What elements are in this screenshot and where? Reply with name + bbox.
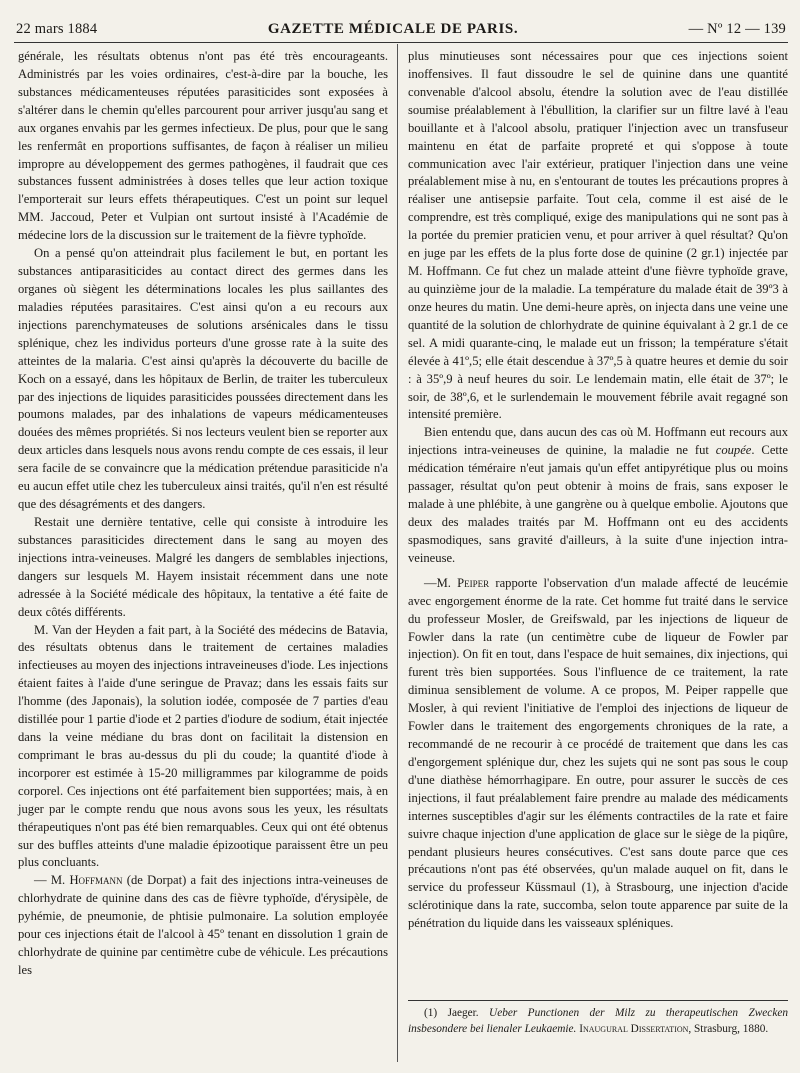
footnote-lead: (1) Jaeger. <box>424 1007 490 1019</box>
paragraph-hoffmann <box>18 872 388 980</box>
author-name: Peiper <box>457 575 490 590</box>
left-column <box>18 48 388 980</box>
paragraph: On a pensé qu'on atteindrait plus facilement le but, en portant les substances antiparasiticides au contact direct des germes dans les organes où siègent les déterminations locales les plus saillantes des maladies réputées parasitaires. C'est ainsi qu'on a eu recours aux injections parenchymateuses de solutions arsénicales dans le tissu splénique, chez les individus porteurs d'une grosse rate à la suite des atteintes de la malaria. C'est ainsi qu'après la découverte du bacille de Koch on a essayé, dans les hôpitaux de Berlin, de traiter les tuberculeux par des injections de liquides parasiticides poussées directement dans les poumons malades, par des inhalations de vapeurs médicamenteuses douées des mêmes propriétés. Si nos lecteurs veulent bien se reporter aux deux articles dans lesquels nous avons rendu compte de ces essais, il leur sera facile de se convaincre que la médication prétendue parasiticide n'a eu aucun effet utile chez les tuberculeux ainsi traités, qu'il n'en est résulté que des désagréments et des dangers. <box>18 246 389 512</box>
paragraph-lead: —M. <box>424 575 458 590</box>
journal-title: GAZETTE MÉDICALE DE PARIS. <box>267 21 519 37</box>
footnote-title: Ueber Punctionen der Milz zu therapeutischen Zwecken insbesondere bei lienaler Leukaemie. <box>408 1007 788 1035</box>
header-issue-page: — Nº 12 — 139 <box>688 21 786 37</box>
paragraph: plus minutieuses sont nécessaires pour que ces injections soient inoffensives. Il faut dissoudre le sel de quinine dans une quantité convenable d'alcool absolu, étendre la solution avec de l'eau distillée soumise préalablement à l'ébullition, la clarifier sur un filtre lavé à l'eau bouillante et à l'alcool absolu, pratiquer l'injection avec un transfuseur maintenu en état de parfaite propreté et qui s'oppose à toute communication avec l'air extérieur, pratiquer l'injection dans une veine préalablement mise à nu, en s'entourant de toutes les précautions propres à réaliser une antisepsie parfaite. Tout cela, comme il est aisé de le comprendre, est très compliqué, exige des manipulations qui ne sont pas à la portée du premier praticien venu, et pour arriver à quel résultat? Qu'on en juge par les effets de la plus forte dose de quinine (2 gr.1) injectée par M. Hoffmann. Ce fut chez un malade atteint d'une fièvre typhoïde grave, au quinzième jour de la maladie. La température du malade était de 39º3 à onze heures du matin. Une demi-heure après, on injecta dans une veine une quantité de la solution de chlorhydrate de quinine équivalant à 2 gr.1 de ce sel. A midi quarante-cinq, le malade eut un frisson; la température s'était élevée à 41º,5; elle était descendue à 37º,5 à quatre heures et demie du soir : à 35º,9 à neuf heures du soir. Le lendemain matin, elle était de 37º; le soir, de 38º,6, et le surlendemain le mouvement fébrile avait regagné son intensité première. <box>408 49 788 422</box>
footnote-rule <box>408 1000 788 1001</box>
author-name: Hoffmann <box>69 873 123 888</box>
paragraph-peiper <box>408 575 788 933</box>
page-header <box>16 4 786 38</box>
paragraph-text: Bien entendu que, dans aucun des cas où M. Hoffmann eut recours aux injections intra-veineuses de quinine, la maladie ne fut <box>408 425 788 458</box>
paragraph: Restait une dernière tentative, celle qui consiste à introduire les substances parasiticides directement dans le sang au moyen des injections intra-veineuses. Malgré les dangers de semblables injections, dangers sur lesquels M. Hayem insistait récemment dans une note adressée à la Société médicale des hôpitaux, la tentative a été faite de deux côtés différents. <box>18 514 388 619</box>
paragraph-text: rapporte l'observation d'un malade affecté de leucémie avec engorgement énorme de la rate. Cet homme fut traité dans le service du professeur Mosler, de Greifswald, par les injections de liqueur de Fowler dans la rate (un centimètre cube de liqueur de Fowler par injection). On fit en tout, dans l'espace de huit semaines, dix injections, qui furent très bien supportées. Sous l'influence de ce traitement, la rate diminua sensiblement de volume. A ce propos, M. Peiper rappelle que Mosler, à qui revient l'initiative de l'emploi des injections de liqueur de Fowler dans le traitement des engorgements chroniques de la rate, a recommandé de ne recourir à ce procédé de traitement que dans les cas d'engorgement splénique dur, chez les sujets qui ne sont pas sous le coup d'une diathèse hémorrhagipare. En outre, pour assurer le succès de ces injections, il faut préalablement faire prendre au malade des médicaments internes susceptibles d'agir sur les éléments contractiles de la rate et faire suivre chaque injection d'une application de glace sur le siège de la piqûre, pendant plusieurs heures consécutives. C'est sans doute parce que ces précautions n'ont pas été observées, qu'un malade auquel on fit, dans le service du professeur Küssmaul (1), à Strasbourg, une injection d'acide sclérotinique dans la rate, succomba, selon toute apparence par suite de la pénétration du liquide dans les vaisseaux spléniques. <box>408 575 788 931</box>
header-rule <box>14 42 788 43</box>
paragraph-lead: — M. <box>34 873 70 888</box>
emphasis-text: coupée <box>715 443 752 458</box>
header-date: 22 mars 1884 <box>16 21 98 37</box>
paragraph: M. Van der Heyden a fait part, à la Société des médecins de Batavia, des résultats obtenus dans le traitement de certaines maladies infectieuses au moyen des injections intraveineuses d'iode. Les injections étaient faites à l'aide d'une seringue de Pravaz; dans les essais faits sur l'homme (des Japonais), la solution iodée, composée de 7 parties d'eau distillée pour 1 partie d'iode et 2 parties d'iodure de sodium, était injectée dans la veine médiane du bras dont on facilitait la distension en comprimant le bras au-dessus du pli du coude; la quantité d'iode à incorporer est estimée à 15-20 milligrammes par kilogramme de poids corporel. Ces injections ont été parfaitement bien supportées; mais, à en juger par le compte rendu que nous avons sous les yeux, les résultats thérapeutiques n'ont pas été bien remarquables. Ceux qui ont été obtenus sur des buffles atteints d'une maladie épizootique paraissent être un peu plus concluants. <box>18 622 388 870</box>
footnote-tail: Strasburg, 1880. <box>691 1022 769 1035</box>
paragraph-text: . Cette médication téméraire n'eut jamais qu'un effet antipyrétique plus ou moins passager, résultat qu'on peut obtenir à moins de frais, sans exposer le malade à une phlébite, à une gangrène ou à quelque embolie. Ajoutons que deux des malades traités par M. Hoffmann ont eu des accidents spasmodiques, sans gravité d'ailleurs, à la suite d'une injection intra-veineuse. <box>408 443 788 565</box>
paragraph-text: (de Dorpat) a fait des injections intra-veineuses de chlorhydrate de quinine dans des cas de fièvre typhoïde, d'érysipèle, de pyhémie, de pneumonie, de phtisie pulmonaire. La solution employée pour ces injections était de l'alcool à 45º tenant en dissolution 1 grain de chlorhydrate de quinine par centimètre cube de véhicule. Les précautions les <box>18 873 388 978</box>
footnote-text <box>408 1006 788 1037</box>
paragraph <box>408 424 788 567</box>
footnote-sc: Inaugural Dissertation, <box>576 1022 692 1035</box>
paragraph: générale, les résultats obtenus n'ont pas été très encourageants. Administrés par les voies ordinaires, c'est-à-dire par la bouche, les substances médicamenteuses réputées parasiticides sont exposées à s'altérer dans le chemin qu'elles parcourent pour arriver jusqu'au sang et aux organes envahis par les germes infectieux. De plus, pour que le sang les renfermât en proportions suffisantes, de façon à réaliser un milieu impropre au développement des germes pathogènes, il faudrait que ces substances fussent administrées à doses telles que leur action toxique l'emporterait sur leurs effets thérapeutiques. C'est un point sur lequel MM. Jaccoud, Peter et Vulpian ont surtout insisté à l'Académie de médecine lors de la discussion sur le traitement de la fièvre typhoïde. <box>18 49 388 243</box>
right-column <box>408 48 788 933</box>
footnote <box>408 1006 788 1037</box>
column-divider <box>397 44 398 1062</box>
